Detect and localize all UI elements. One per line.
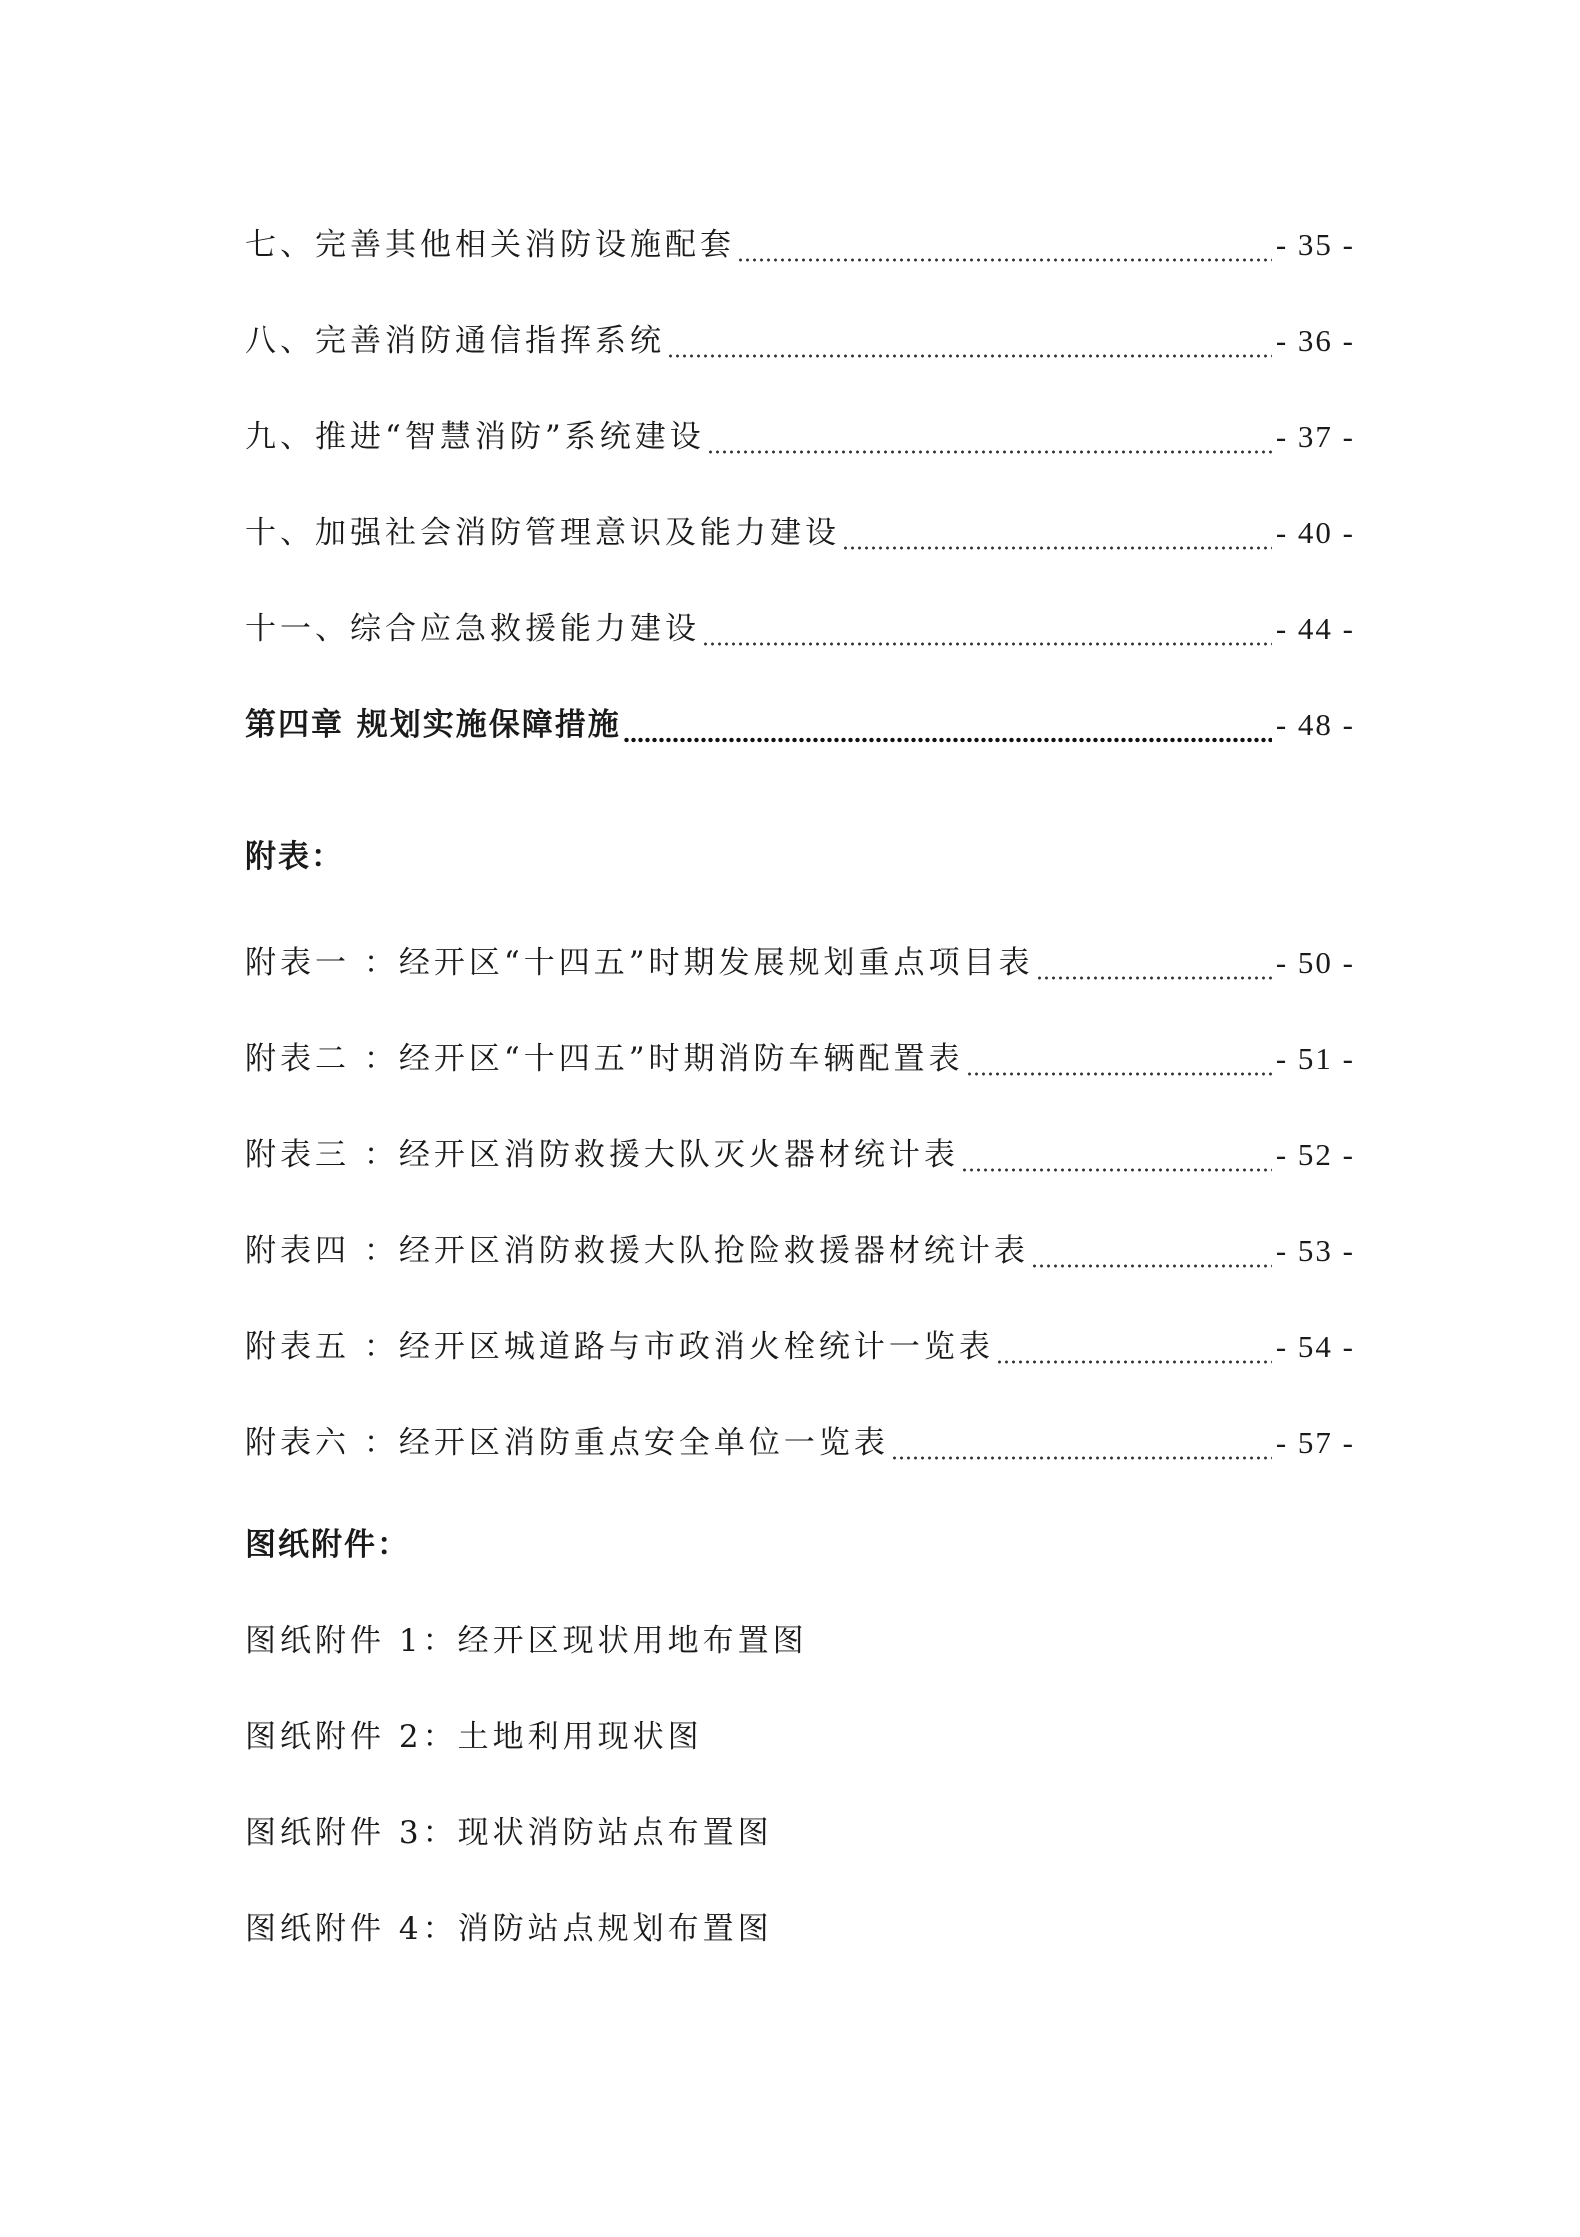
toc-leader-dots [702, 604, 1272, 654]
drawing-entry-1: 图纸附件 1：经开区现状用地布置图 [245, 1623, 808, 1659]
toc-leader-dots [1031, 1226, 1272, 1276]
appendix-entry-6[interactable] [245, 1418, 1355, 1468]
toc-leader-dots [961, 1130, 1272, 1180]
appendix-entry-label: 附表三 ：经开区消防救援大队灭火器材统计表 [245, 1137, 959, 1173]
toc-entry-7[interactable] [245, 220, 1355, 270]
toc-page-number: - 48 - [1275, 707, 1355, 742]
toc-leader-dots [842, 508, 1272, 558]
appendix-entry-5[interactable] [245, 1322, 1355, 1372]
toc-page-number: - 53 - [1275, 1233, 1355, 1268]
toc-entry-9[interactable] [245, 412, 1355, 462]
toc-entry-label: 九、推进“智慧消防”系统建设 [245, 419, 705, 455]
toc-page-number: - 35 - [1275, 227, 1355, 262]
appendix-entry-3[interactable] [245, 1130, 1355, 1180]
toc-entry-11[interactable] [245, 604, 1355, 654]
toc-page-number: - 51 - [1275, 1041, 1355, 1076]
toc-leader-dots [667, 316, 1272, 366]
toc-entry-8[interactable] [245, 316, 1355, 366]
toc-page-number: - 57 - [1275, 1425, 1355, 1460]
toc-leader-dots [623, 700, 1272, 750]
appendix-entry-label: 附表一 ：经开区“十四五”时期发展规划重点项目表 [245, 945, 1034, 981]
appendix-entry-4[interactable] [245, 1226, 1355, 1276]
drawing-entry-3: 图纸附件 3：现状消防站点布置图 [245, 1815, 773, 1851]
appendix-entry-label: 附表二 ：经开区“十四五”时期消防车辆配置表 [245, 1041, 964, 1077]
appendix-entry-1[interactable] [245, 938, 1355, 988]
toc-leader-dots [707, 412, 1272, 462]
appendix-heading: 附表： [245, 839, 344, 875]
toc-page-number: - 44 - [1275, 611, 1355, 646]
appendix-entry-2[interactable] [245, 1034, 1355, 1084]
drawing-entry-2: 图纸附件 2：土地利用现状图 [245, 1719, 703, 1755]
toc-leader-dots [1036, 938, 1272, 988]
drawing-entry-4: 图纸附件 4：消防站点规划布置图 [245, 1911, 773, 1947]
toc-page-number: - 50 - [1275, 945, 1355, 980]
toc-entry-label: 第四章 规划实施保障措施 [245, 707, 621, 743]
toc-page-number: - 54 - [1275, 1329, 1355, 1364]
toc-leader-dots [966, 1034, 1272, 1084]
toc-entry-label: 十、加强社会消防管理意识及能力建设 [245, 515, 840, 551]
appendix-entry-label: 附表五 ：经开区城道路与市政消火栓统计一览表 [245, 1329, 994, 1365]
toc-page-number: - 40 - [1275, 515, 1355, 550]
toc-entry-label: 十一、综合应急救援能力建设 [245, 611, 700, 647]
toc-entry-10[interactable] [245, 508, 1355, 558]
drawings-heading: 图纸附件： [245, 1527, 410, 1563]
toc-page-number: - 52 - [1275, 1137, 1355, 1172]
toc-leader-dots [737, 220, 1272, 270]
appendix-entry-label: 附表四 ：经开区消防救援大队抢险救援器材统计表 [245, 1233, 1029, 1269]
appendix-entry-label: 附表六 ：经开区消防重点安全单位一览表 [245, 1425, 889, 1461]
toc-leader-dots [996, 1322, 1272, 1372]
toc-leader-dots [891, 1418, 1272, 1468]
toc-entry-label: 八、完善消防通信指挥系统 [245, 323, 665, 359]
toc-entry-label: 七、完善其他相关消防设施配套 [245, 227, 735, 263]
toc-entry-chapter-4[interactable] [245, 700, 1355, 750]
toc-page-number: - 37 - [1275, 419, 1355, 454]
toc-page-number: - 36 - [1275, 323, 1355, 358]
